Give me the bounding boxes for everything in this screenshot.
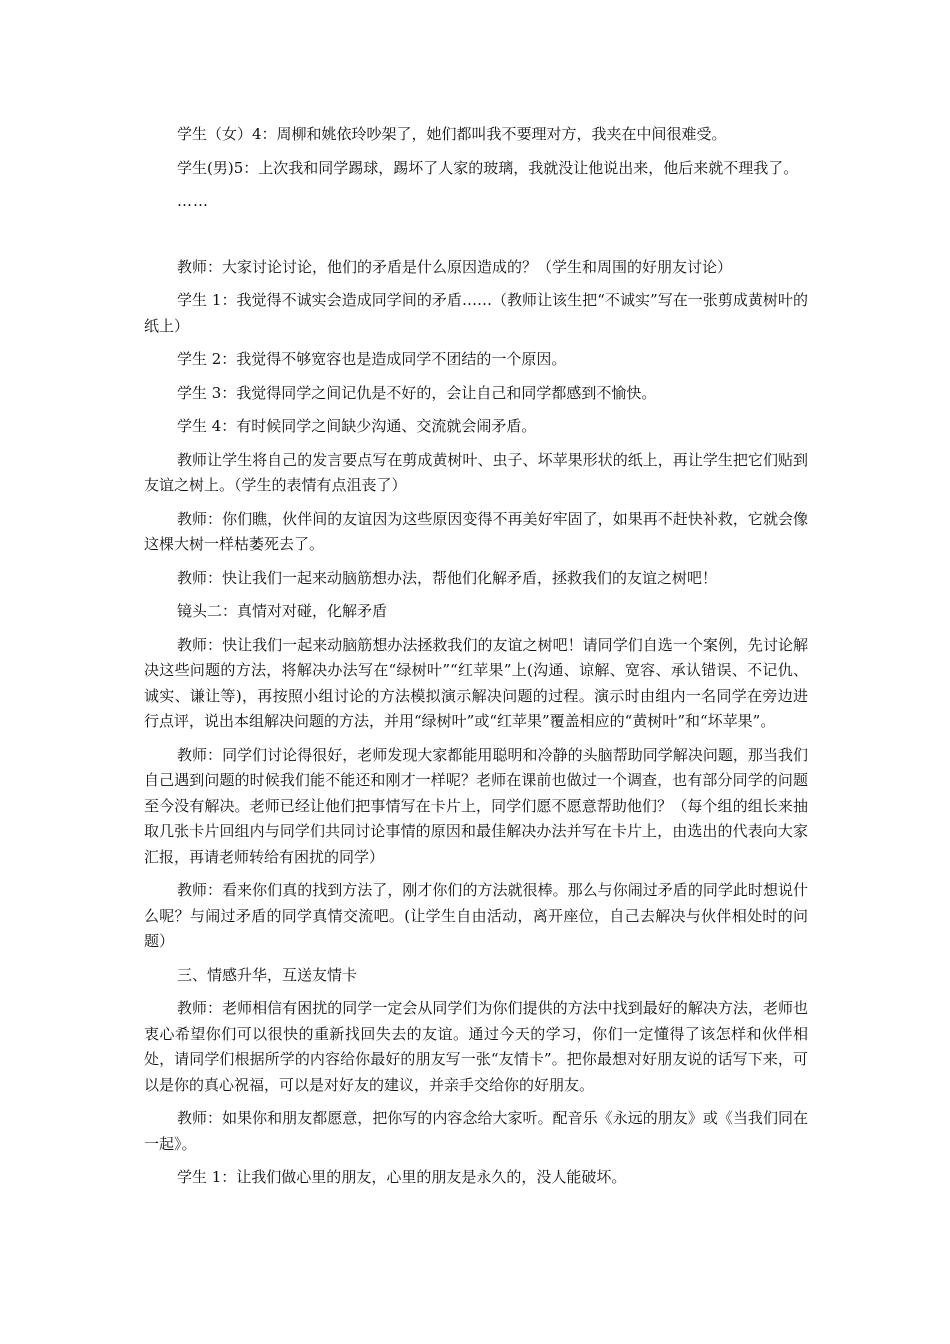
paragraph-teacher-case: 教师：快让我们一起来动脑筋想办法拯救我们的友谊之树吧！请同学们自选一个案例，先讨论解决这些问题的方法，将解决办法写在“绿树叶”“红苹果”上(沟通、谅解、宽容、承认错误、不记仇、诚实、谦让等)，再按照小组讨论的方法模拟演示解决问题的过程。演示时由组内一名同学在旁边进行点评，说出本组解决问题的方法，并用“绿树叶”或“红苹果”覆盖相应的“黄树叶”和“坏苹果”。 xyxy=(144,635,808,730)
paragraph-teacher-rescue: 教师：快让我们一起来动脑筋想办法，帮他们化解矛盾，拯救我们的友谊之树吧！ xyxy=(177,568,718,587)
section-heading-scene-two: 镜头二：真情对对碰，化解矛盾 xyxy=(177,602,388,620)
paragraph-teacher-instruction: 教师让学生将自己的发言要点写在剪成黄树叶、虫子、坏苹果形状的纸上，再让学生把它们贴到友谊之树上。（学生的表情有点沮丧了） xyxy=(144,450,808,494)
paragraph-student-3: 学生 3：我觉得同学之间记仇是不好的，会让自己和同学都感到不愉快。 xyxy=(177,383,657,402)
paragraph-teacher-communicate: 教师：看来你们真的找到方法了，刚才你们的方法就很棒。那么与你闹过矛盾的同学此时想说什么呢？与闹过矛盾的同学真情交流吧。(让学生自由活动，离开座位，自己去解决与伙伴相处时的问题） xyxy=(144,881,808,950)
paragraph-student-female-4: 学生（女）4：周柳和姚依玲吵架了，她们都叫我不要理对方，我夹在中间很难受。 xyxy=(177,125,727,143)
paragraph-student-1-closing: 学生 1：让我们做心里的朋友，心里的朋友是永久的，没人能破坏。 xyxy=(177,1168,627,1186)
paragraph-student-4: 学生 4：有时候同学之间缺少沟通、交流就会闹矛盾。 xyxy=(177,417,537,435)
paragraph-teacher-music: 教师：如果你和朋友都愿意，把你写的内容念给大家听。配音乐《永远的朋友》或《当我们同在一起》。 xyxy=(144,1109,808,1153)
paragraph-teacher-friendship: 教师：你们瞧，伙伴间的友谊因为这些原因变得不再美好牢固了，如果再不赶快补救，它就会像这棵大树一样枯萎死去了。 xyxy=(144,509,808,553)
paragraph-student-2: 学生 2：我觉得不够宽容也是造成同学不团结的一个原因。 xyxy=(177,350,567,368)
paragraph-student-male-5: 学生(男)5：上次我和同学踢球，踢坏了人家的玻璃，我就没让他说出来，他后来就不理我了。 xyxy=(177,158,799,177)
section-heading-three: 三、情感升华，互送友情卡 xyxy=(177,965,358,984)
paragraph-teacher-discuss: 教师：大家讨论讨论，他们的矛盾是什么原因造成的？（学生和周围的好朋友讨论） xyxy=(177,257,733,276)
section-gap xyxy=(144,215,808,255)
paragraph-student-1: 学生 1：我觉得不诚实会造成同学间的矛盾……（教师让该生把“不诚实”写在一张剪成黄树叶的纸上） xyxy=(144,291,808,335)
ellipsis: …… xyxy=(177,192,209,210)
paragraph-teacher-friendship-card: 教师：老师相信有困扰的同学一定会从同学们为你们提供的方法中找到最好的解决方法，老师也衷心希望你们可以很快的重新找回失去的友谊。通过今天的学习，你们一定懂得了该怎样和伙伴相处，请同学们根据所学的内容给你最好的朋友写一张“友情卡”。把你最想对好朋友说的话写下来，可以是你的真心祝福，可以是对好友的建议，并亲手交给你的好朋友。 xyxy=(144,999,808,1094)
paragraph-teacher-survey: 教师：同学们讨论得很好，老师发现大家都能用聪明和冷静的头脑帮助同学解决问题，那当我们自己遇到问题的时候我们能不能还和刚才一样呢？老师在课前也做过一个调查，也有部分同学的问题至今没有解决。老师已经让他们把事情写在卡片上，同学们愿不愿意帮助他们？（每个组的组长来抽取几张卡片回组内与同学们共同讨论事情的原因和最佳解决办法并写在卡片上，由选出的代表向大家汇报，再请老师转给有困扰的同学） xyxy=(144,745,808,866)
document-body xyxy=(144,122,808,1199)
